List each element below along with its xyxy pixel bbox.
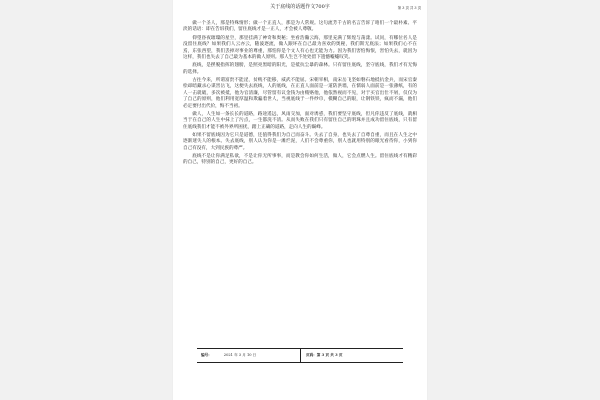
paragraph: 如果不留底线因为它只是道德，还值得我们为自己而奋斗。失去了自身，也失去了自尊自重，而且在人生之中逐渐迷失人的根本。失去底线，别人认为你是一滩烂泥，人们不会尊重你，别人也就用特别的眼光看待你，小到你自己有没有，大到民族的尊严。 xyxy=(183,132,417,151)
paragraph: 仰望昏夜璀璨的星空，那里挂满了神奇和奥秘；坐看浩瀚云海，那里充满了辉煌与荡漾。试问，有哪位名人是没留住底线？如果我们人云亦云，随波逐流，做人跟坏在自己最为喜欢的奥秘，我们斯无底法；如果我们心不在焉，东张西望，我们丢掉对事业的尊重，那怕你是个文人有心也无能为力。因为我们害怕悔恨，害怕失去，就因为这样，我们也失去了自己最为基本的做人原则。那人生岂不处处留下遗憾嘘嘘叹笑。 xyxy=(183,35,417,60)
paragraph: 做一个圣人，那是特殊情形；做一个正直人，那是为人常规。这句流芳千古的名言告诉了咱们一个最朴素、平淡的话语：即在告诉我们，留住底线才是一正人，才会被人尊敬。 xyxy=(183,21,417,33)
footer-divider xyxy=(300,349,301,362)
footer-date: 2021 年 3 月 10 日 xyxy=(223,353,257,357)
document-page xyxy=(173,0,427,400)
paragraph: 底线不是让你满足私欲，不是让你无所事事，而是教会你如何生活，做人，它会点燃人生。留住底线才有精彩的自己，特别的自己，更好的自己。 xyxy=(183,153,417,166)
footer-pages-label: 页码： xyxy=(306,353,317,357)
paragraph: 古往今来，所谓富贵不能淫，贫贱不能移，威武不能屈。宋朝宰相，南宋岳飞坚如磐石地抵抗金兵，而宋官秦桧却暗藏杀心谋害岳飞，这便失去底线，人的底线，在正直人面前是一道防洪墙，在懦弱人面前是一张薄纸，有的人一击就破，多次被抵，他为官清廉，尽管留有议金钱为由贿赂他，他依然视而不见，对于买官出仕不屑，仅仅为了自己的原则，他们利用宽厚温和欺骗着世人，当视底线于一件纱巾，模糊自己的眼，让钢铁铁，疯而不漏，他们必定要付出代价，悔不当初。 xyxy=(183,77,417,109)
paragraph: 做人，人生如一条长长的道路，路途遥远，风雨交加，面对诱惑，我们要坚守底线，但凡你违反了底线，就相当于在自己的人生中抹上了污点，一生都洗不清。从而失败在我们只有留住自己的明珠并且成功留住底线，只有留住底线我们才能不被外界所困扰，踏上正确的道路，走向人生的巅峰。 xyxy=(183,111,417,130)
footer-pages-value: 第 3 页 共 3 页 xyxy=(316,353,343,357)
footer-number-date xyxy=(201,349,256,362)
document-body xyxy=(183,21,417,168)
footer-number-label: 编号： xyxy=(201,353,212,357)
footer-pages xyxy=(306,349,342,362)
document-footer xyxy=(197,348,403,363)
paragraph: 底线，是摆脱指挥的翅膀，是照亮黑暗的阳光，是抵抗尘暴的森林。只有留住底线，坚守底线，我们才有无悔的选择。 xyxy=(183,63,417,75)
document-title: 关于底线的话题作文700字 xyxy=(270,4,330,10)
page-indicator: 第 3 页 共 3 页 xyxy=(397,6,421,10)
